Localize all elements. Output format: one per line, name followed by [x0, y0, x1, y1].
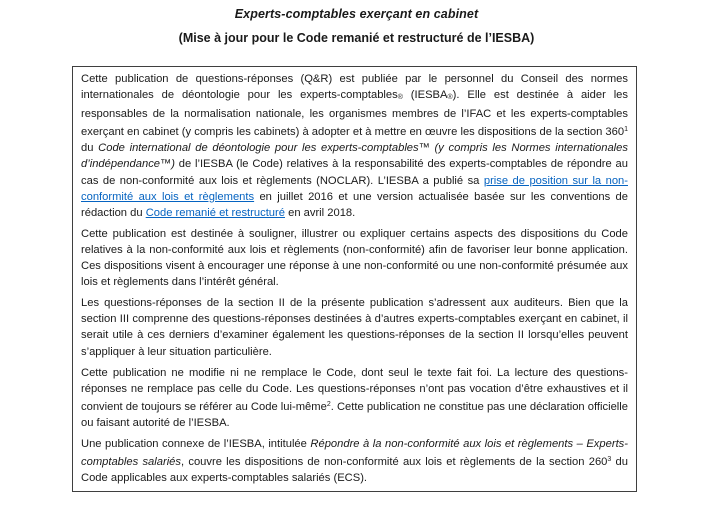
text-segment: ®	[447, 94, 453, 102]
text-segment: du	[81, 142, 99, 155]
document-title: Experts-comptables exerçant en cabinet	[234, 7, 479, 21]
text-segment: Les questions-réponses de la section II de la présente publication s’adressent aux auditeurs. Bien que la section III comprenne des questions-réponses destinées à d’autres experts-comptables exerçant en cabinet, il serait utile à ces derniers d’examiner également les questions-réponses de la section II lorsqu’elles peuvent s’appliquer à leur situation particulière.	[81, 297, 628, 358]
paragraph	[81, 365, 628, 431]
summary-box	[72, 66, 637, 492]
paragraph	[81, 436, 628, 486]
text-segment: en avril 2018.	[284, 206, 356, 219]
text-segment: 1	[624, 126, 628, 134]
text-segment: Répondre à la non-conformité aux lois et règlements – Experts-comptables salariés	[81, 437, 628, 469]
text-segment: Cette publication de questions-réponses (Q&R) est publiée par le personnel du Conseil des normes internationales de déontologie pour les experts-comptables	[81, 73, 628, 102]
document-subtitle: (Mise à jour pour le Code remanié et restructuré de l’IESBA)	[178, 31, 535, 45]
link-prise-de-position-noclar[interactable]: prise de position sur la non-conformité aux lois et règlements	[81, 174, 628, 203]
link-code-remanie-restructure[interactable]: Code remanié et restructuré	[145, 206, 285, 219]
text-segment: , couvre les dispositions de non-conformité aux lois et règlements de la section 260	[181, 456, 608, 469]
text-segment: 3	[607, 456, 612, 464]
text-segment: . Cette publication ne constitue pas une déclaration officielle ou faisant autorité de l’IESBA.	[81, 400, 628, 429]
text-segment: ). Elle est destinée à aider les responsables de la normalisation nationale, les organismes membres de l’IFAC et les experts-comptables exerçant en cabinet (y compris les cabinets) à adopter et à mettre en œuvre les dispositions de la section 360	[81, 89, 628, 139]
text-segment: ®	[397, 94, 403, 102]
text-segment: Code international de déontologie pour les experts-comptables™ (y compris les Normes internationales d’indépendance™)	[81, 142, 628, 171]
text-segment: (IESBA	[402, 89, 448, 102]
text-segment: 2	[326, 400, 331, 408]
text-segment: Cette publication est destinée à souligner, illustrer ou expliquer certains aspects des dispositions du Code relatives à la non-conformité aux lois et règlements (non-conformité) afin de favoriser leur bonne application. Ces dispositions visent à encourager une réponse à une non-conformité ou une non-conformité présumée aux lois et règlements dans l’intérêt général.	[81, 227, 628, 289]
paragraph	[81, 71, 628, 221]
paragraph	[81, 226, 628, 290]
text-segment: du Code applicables aux experts-comptables salariés (ECS).	[81, 456, 628, 485]
text-segment: de l’IESBA (le Code) relatives à la responsabilité des experts-comptables de répondre au cas de non-conformité aux lois et règlements (NOCLAR). L’IESBA a publié sa	[81, 158, 628, 187]
text-segment: en juillet 2016 et une version actualisée basée sur les conventions de rédaction du	[81, 190, 628, 219]
text-segment: Cette publication ne modifie ni ne remplace le Code, dont seul le texte fait foi. La lecture des questions-réponses ne remplace pas celle du Code. Les questions-réponses n’ont pas vocation d’être exhaustives et il convient de toujours se référer au Code lui-même	[81, 366, 628, 413]
text-segment: Une publication connexe de l’IESBA, intitulée	[81, 437, 311, 450]
paragraph	[81, 295, 628, 359]
